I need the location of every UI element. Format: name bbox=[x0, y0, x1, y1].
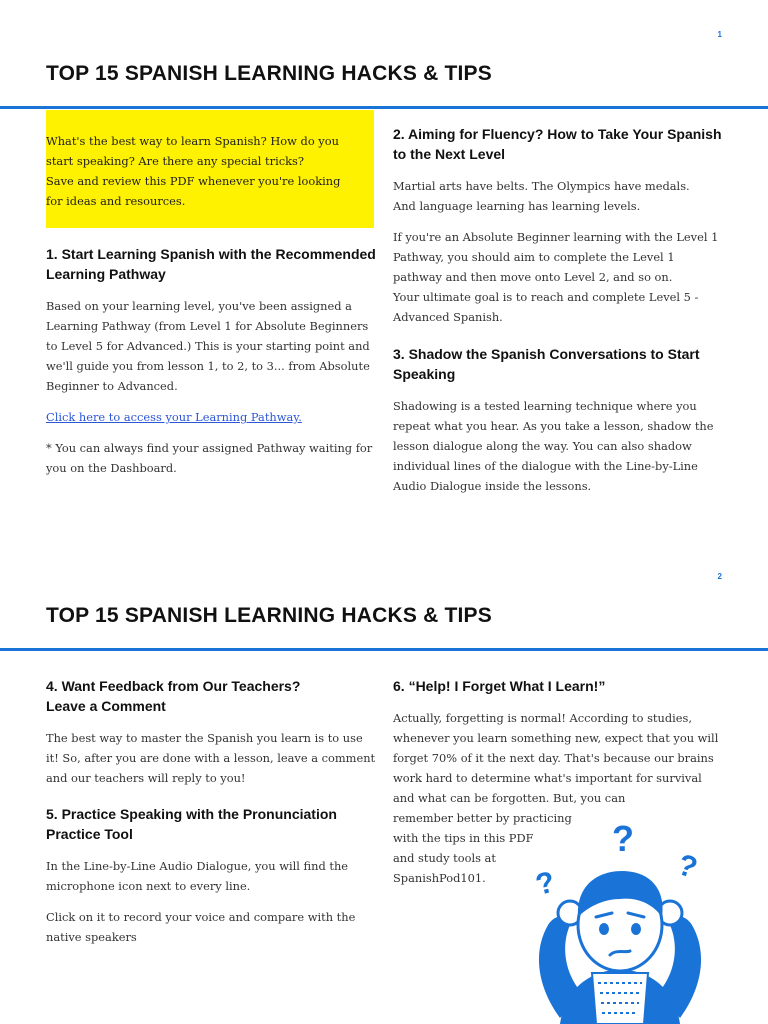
learning-pathway-link[interactable]: Click here to access your Learning Pathway. bbox=[46, 410, 302, 424]
title-divider bbox=[0, 648, 768, 651]
tip-3-heading: 3. Shadow the Spanish Conversations to Start Speaking bbox=[393, 346, 700, 382]
tip-6-heading: 6. “Help! I Forget What I Learn!” bbox=[393, 678, 606, 694]
page-2 bbox=[0, 545, 768, 1024]
tip-1-heading: 1. Start Learning Spanish with the Recommended Learning Pathway bbox=[46, 246, 376, 282]
page-number: 2 bbox=[717, 572, 722, 581]
title-divider bbox=[0, 106, 768, 109]
tip-4-section bbox=[46, 676, 376, 799]
tip-2-para-2: If you're an Absolute Beginner learning with the Level 1 Pathway, you should aim to complete the Level 1 pathway and then move onto Level 2, and so on. bbox=[393, 230, 719, 284]
tip-1-section bbox=[46, 244, 376, 489]
page-title: TOP 15 SPANISH LEARNING HACKS & TIPS bbox=[46, 62, 492, 85]
question-mark-icon: ? bbox=[673, 848, 702, 886]
tip-4-body: The best way to master the Spanish you learn is to use it! So, after you are done with a lesson, leave a comment and our teachers will reply to you! bbox=[46, 731, 376, 785]
intro-highlight-box bbox=[46, 110, 374, 228]
intro-text: What's the best way to learn Spanish? How do you start speaking? Are there any special tricks? Save and review this PDF whenever you're looking for ideas and resources. bbox=[46, 134, 341, 208]
tip-2-para-3: Your ultimate goal is to reach and complete Level 5 - Advanced Spanish. bbox=[393, 290, 699, 324]
tip-5-section bbox=[46, 804, 376, 958]
tip-4-heading: 4. Want Feedback from Our Teachers? Leave a Comment bbox=[46, 678, 301, 714]
tip-6-tail: remember better by practicing with the tips in this PDF and study tools at SpanishPod101. bbox=[393, 811, 572, 885]
question-mark-icon: ? bbox=[532, 865, 559, 902]
tip-5-heading: 5. Practice Speaking with the Pronunciation Practice Tool bbox=[46, 806, 337, 842]
tip-5-para-1: In the Line-by-Line Audio Dialogue, you will find the microphone icon next to every line. bbox=[46, 859, 349, 893]
tip-2-section bbox=[393, 124, 723, 338]
tip-2-heading: 2. Aiming for Fluency? How to Take Your Spanish to the Next Level bbox=[393, 126, 722, 162]
tip-2-para-1: Martial arts have belts. The Olympics have medals. And language learning has learning levels. bbox=[393, 179, 690, 213]
tip-1-note: * You can always find your assigned Pathway waiting for you on the Dashboard. bbox=[46, 441, 373, 475]
page-number: 1 bbox=[717, 30, 722, 39]
confused-person-icon bbox=[520, 813, 720, 1024]
tip-3-body: Shadowing is a tested learning technique where you repeat what you hear. As you take a lesson, shadow the lesson dialogue along the way. You can also shadow individual lines of the dialogue with the Line-by-Line Audio Dialogue inside the lessons. bbox=[393, 399, 714, 493]
tip-3-section bbox=[393, 344, 723, 507]
tip-1-body: Based on your learning level, you've been assigned a Learning Pathway (from Level 1 for Absolute Beginners to Level 5 for Advanced.) This is your starting point and we'll guide you from lesson 1, to 2, to 3... from Absolute Beginner to Advanced. bbox=[46, 299, 370, 393]
tip-6-body: Actually, forgetting is normal! According to studies, whenever you learn something new, expect that you will forget 70% of it the next day. That's because our brains work hard to determine what's important for survival and what can be forgotten. But, you can bbox=[393, 711, 719, 805]
tip-5-para-2: Click on it to record your voice and compare with the native speakers bbox=[46, 910, 356, 944]
question-mark-icon: ? bbox=[612, 818, 634, 859]
page-title: TOP 15 SPANISH LEARNING HACKS & TIPS bbox=[46, 604, 492, 627]
